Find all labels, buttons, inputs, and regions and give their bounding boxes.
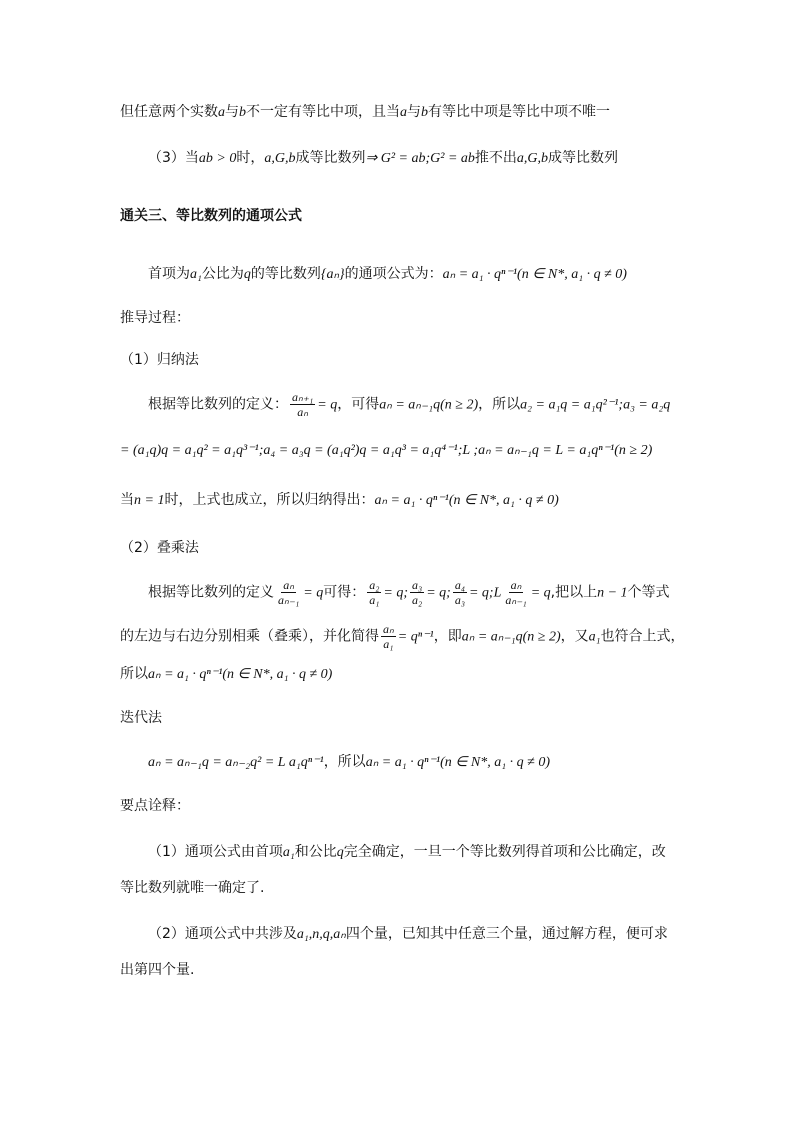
- math: a₁: [282, 845, 295, 860]
- text-line-15: 要点诠释：: [120, 798, 190, 814]
- math: b: [239, 105, 246, 120]
- math: b: [421, 105, 428, 120]
- math: aₙ = aₙ₋₁q = aₙ₋₂q² = L a₁qⁿ⁻¹: [148, 755, 324, 770]
- text: 有等比中项是等比中项不唯一: [428, 104, 610, 120]
- math: aₙ = a₁ · qⁿ⁻¹(n ∈ N*, a₁ · q ≠ 0): [442, 267, 627, 282]
- text-line-7: [120, 440, 652, 461]
- math: a: [400, 105, 407, 120]
- text: （3）当: [148, 150, 199, 166]
- math: = q: [317, 397, 338, 413]
- math: a₁: [190, 267, 202, 282]
- text: 首项为: [148, 266, 190, 282]
- section-heading: 通关三、等比数列的通项公式: [120, 208, 302, 224]
- text: 与: [225, 104, 239, 120]
- text-line-10: [148, 578, 670, 607]
- math: = (a₁q)q = a₁q² = a₁q³⁻¹;a₄ = a₃q = (a₁q²)q = a₁q³ = a₁q⁴⁻¹;L ;aₙ = aₙ₋₁q = L = a₁qⁿ⁻¹(n ≥ 2): [120, 443, 653, 458]
- text: ，所以: [323, 754, 366, 770]
- math: = q;: [426, 585, 451, 601]
- math: q: [336, 845, 344, 860]
- denominator: a₂: [412, 593, 423, 607]
- fraction: [367, 578, 381, 607]
- math: ab > 0: [198, 151, 237, 166]
- text-line-13: 迭代法: [120, 710, 162, 726]
- text: ,把以上: [550, 584, 598, 601]
- text: ，所以: [478, 396, 521, 413]
- text: 推不出: [474, 150, 517, 166]
- math: aₙ = a₁ · qⁿ⁻¹(n ∈ N*, a₁ · q ≠ 0): [365, 755, 550, 770]
- numerator: aₙ: [510, 578, 522, 592]
- denominator: aₙ₋₁: [505, 593, 527, 607]
- math: a₁: [588, 629, 601, 645]
- text-line-9: （2）叠乘法: [120, 540, 199, 556]
- fraction: [453, 578, 467, 607]
- text: 成等比数列: [295, 150, 366, 166]
- math: a,G,b: [516, 151, 549, 166]
- math: n − 1: [597, 585, 628, 601]
- math: ⇒ G² = ab;G² = ab: [365, 151, 475, 166]
- math: a,G,b: [264, 151, 296, 166]
- math: n = 1: [134, 493, 165, 508]
- fraction: [503, 578, 528, 607]
- math: aₙ = aₙ₋₁q(n ≥ 2): [461, 629, 561, 645]
- math: = qⁿ⁻¹: [397, 629, 434, 645]
- math: aₙ = a₁ · qⁿ⁻¹(n ∈ N*, a₁ · q ≠ 0): [148, 667, 333, 682]
- numerator: aₙ₊₁: [292, 390, 314, 404]
- text-line-2: [148, 148, 618, 169]
- text: 时，上式也成立，所以归纳得出：: [164, 492, 375, 508]
- text: 的左边与右边分别相乘（叠乘），并化简得: [120, 628, 379, 645]
- text: 可得：: [323, 584, 366, 601]
- text-line-5: （1）归纳法: [120, 352, 199, 368]
- text: （1）通项公式由首项: [148, 844, 283, 860]
- denominator: a₃: [454, 593, 465, 607]
- math: = q;L: [468, 585, 502, 601]
- text-line-17: 等比数列就唯一确定了.: [120, 880, 265, 896]
- text-line-16: [148, 842, 666, 863]
- math: aₙ = a₁ · qⁿ⁻¹(n ∈ N*, a₁ · q ≠ 0): [374, 493, 559, 508]
- denominator: a₁: [383, 637, 394, 651]
- math: a: [218, 105, 225, 120]
- denominator: aₙ: [297, 405, 309, 419]
- numerator: a₂: [369, 578, 380, 592]
- text: 根据等比数列的定义: [148, 584, 274, 601]
- text: 四个量，已知其中任意三个量，通过解方程，便可求: [345, 926, 668, 942]
- text-line-14: [148, 752, 550, 773]
- text: 成等比数列: [548, 150, 619, 166]
- math: = q: [303, 585, 324, 601]
- text: 时，: [236, 150, 265, 166]
- math: q: [243, 267, 251, 282]
- text-line-18: [148, 924, 668, 945]
- text-line-12: [120, 664, 332, 685]
- text: 和公比: [294, 844, 337, 860]
- text: （2）通项公式中共涉及: [148, 926, 297, 942]
- numerator: a₃: [412, 578, 423, 592]
- text-line-6: [148, 390, 670, 419]
- text: 的通项公式为：: [344, 266, 443, 282]
- fraction: [290, 390, 315, 419]
- numerator: a₄: [454, 578, 465, 592]
- math: = q: [530, 585, 551, 601]
- text: ，即: [433, 628, 462, 645]
- text: 所以: [120, 666, 148, 682]
- text: 个等式: [627, 584, 670, 601]
- text-line-11: [120, 622, 684, 651]
- text: 但任意两个实数: [120, 104, 218, 120]
- numerator: aₙ: [283, 578, 295, 592]
- numerator: aₙ: [383, 622, 394, 636]
- text: ，又: [560, 628, 589, 645]
- fraction: [410, 578, 424, 607]
- text: 也符合上式，: [600, 628, 685, 645]
- fraction: [381, 622, 396, 651]
- text: 完全确定，一旦一个等比数列得首项和公比确定，改: [343, 844, 666, 860]
- math: = q;: [383, 585, 409, 601]
- denominator: aₙ₋₁: [278, 593, 300, 607]
- math: {aₙ}: [320, 267, 345, 282]
- text: 当: [120, 492, 134, 508]
- text-line-3: [148, 264, 627, 285]
- text: ，可得: [337, 396, 380, 413]
- text-line-4: 推导过程：: [120, 310, 190, 326]
- math: aₙ = aₙ₋₁q(n ≥ 2): [379, 397, 479, 413]
- denominator: a₁: [369, 593, 380, 607]
- text-line-8: [120, 490, 559, 511]
- math: a₂ = a₁q = a₁q²⁻¹;a₃ = a₂q: [520, 397, 671, 413]
- text: 根据等比数列的定义：: [148, 396, 288, 413]
- text: 公比为: [201, 266, 244, 282]
- math: a₁,n,q,aₙ: [296, 927, 346, 942]
- text-line-1: [120, 102, 610, 123]
- text: 不一定有等比中项，且当: [246, 104, 400, 120]
- text: 的等比数列: [250, 266, 321, 282]
- fraction: [276, 578, 301, 607]
- text-line-19: 出第四个量.: [120, 962, 195, 978]
- text: 与: [407, 104, 421, 120]
